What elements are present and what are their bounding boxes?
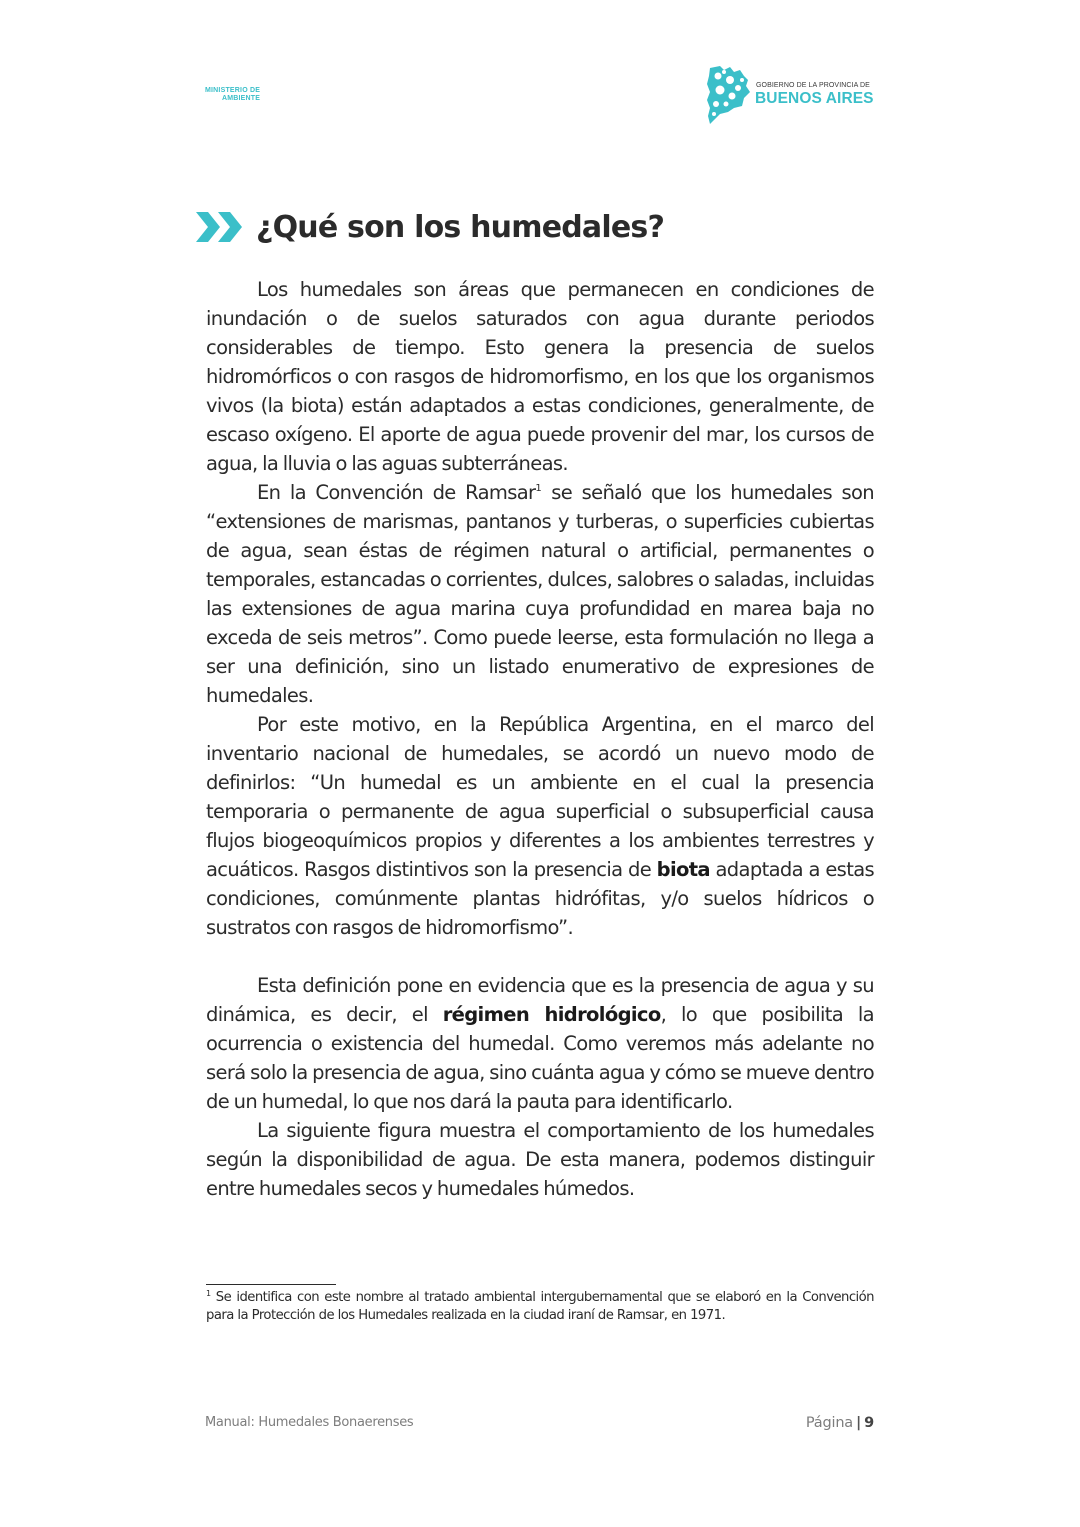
page-label: Página (805, 1415, 853, 1431)
page-title: ¿Qué son los humedales? (256, 209, 665, 245)
body-text (206, 275, 874, 1203)
paragraph-4-end: , lo que posibilita la ocurrencia o existencia del humedal. Como veremos más adelante no será solo la presencia de agua, sino cuánta agua y cómo se mueve dentro de un humedal, lo que nos dará la pauta para identificarlo. (206, 1003, 874, 1113)
province-map-icon (704, 64, 752, 126)
ministerio-line-1: MINISTERIO DE (205, 87, 261, 94)
footnote (206, 1289, 874, 1325)
double-chevron-icon (194, 209, 244, 245)
paragraph-2 (206, 478, 874, 710)
gobierno-buenos-aires-logo (704, 64, 879, 128)
ministerio-line-2: AMBIENTE (221, 95, 261, 102)
section-heading (194, 205, 664, 249)
buenos-aires-label: BUENOS AIRES (755, 90, 874, 107)
footer-manual-title: Manual: Humedales Bonaerenses (205, 1415, 414, 1430)
paragraph-2-end: se señaló que los humedales son “extensiones de marismas, pantanos y turberas, o superficies cubiertas de agua, sean éstas de régimen natural o artificial, permanentes o temporales, estancadas o corrientes, dulces, salobres o saladas, incluidas las extensiones de agua marina cuya profundidad en marea baja no exceda de seis metros”. Como puede leerse, esta formulación no llega a ser una definición, sino un listado enumerativo de expresiones de humedales. (206, 481, 874, 707)
bold-term-biota: biota (656, 858, 710, 881)
paragraph-5: La siguiente figura muestra el comportamiento de los humedales según la disponibilidad de agua. De esta manera, podemos distinguir entre humedales secos y humedales húmedos. (206, 1119, 874, 1200)
paragraph-3 (206, 710, 874, 942)
page-number: 9 (864, 1415, 874, 1431)
paragraph-2-start: En la Convención de Ramsar (257, 481, 536, 504)
footnote-text: Se identifica con este nombre al tratado ambiental intergubernamental que se elaboró en la Convención para la Protección de los Humedales realizada en la ciudad iraní de Ramsar, en 1971. (206, 1290, 874, 1323)
gobierno-provincia-label: GOBIERNO DE LA PROVINCIA DE (756, 82, 870, 89)
paragraph-3-end: adaptada a estas condiciones, comúnmente plantas hidrófitas, y/o suelos hídricos o sustratos con rasgos de hidromorfismo”. (206, 858, 875, 939)
paragraph-1: Los humedales son áreas que permanecen en condiciones de inundación o de suelos saturados con agua durante periodos considerables de tiempo. Esto genera la presencia de suelos hidromórficos o con rasgos de hidromorfismo, en los que los organismos vivos (la biota) están adaptados a estas condiciones, generalmente, de escaso oxígeno. El aporte de agua puede provenir del mar, los cursos de agua, la lluvia o las aguas subterráneas. (206, 278, 874, 475)
paragraph-4 (206, 971, 874, 1116)
bold-term-regimen: régimen hidrológico (442, 1003, 661, 1026)
footnote-marker: 1 (206, 1289, 211, 1298)
footnote-reference: 1 (535, 483, 542, 494)
footer-page-number (806, 1415, 874, 1431)
footnote-divider (206, 1284, 336, 1285)
ministerio-ambiente-logo (205, 87, 260, 103)
page-separator: | (856, 1415, 862, 1431)
paragraph-3-start: Por este motivo, en la República Argentina, en el marco del inventario nacional de humedales, se acordó un nuevo modo de definirlos: “Un humedal es un ambiente en el cual la presencia temporaria o permanente de agua superficial o subsuperficial causa flujos biogeoquímicos propios y diferentes a los ambientes terrestres y acuáticos. Rasgos distintivos son la presencia de (206, 713, 874, 881)
paragraph-4-start: Esta definición pone en evidencia que es la presencia de agua y su dinámica, es decir, el (206, 974, 874, 1026)
